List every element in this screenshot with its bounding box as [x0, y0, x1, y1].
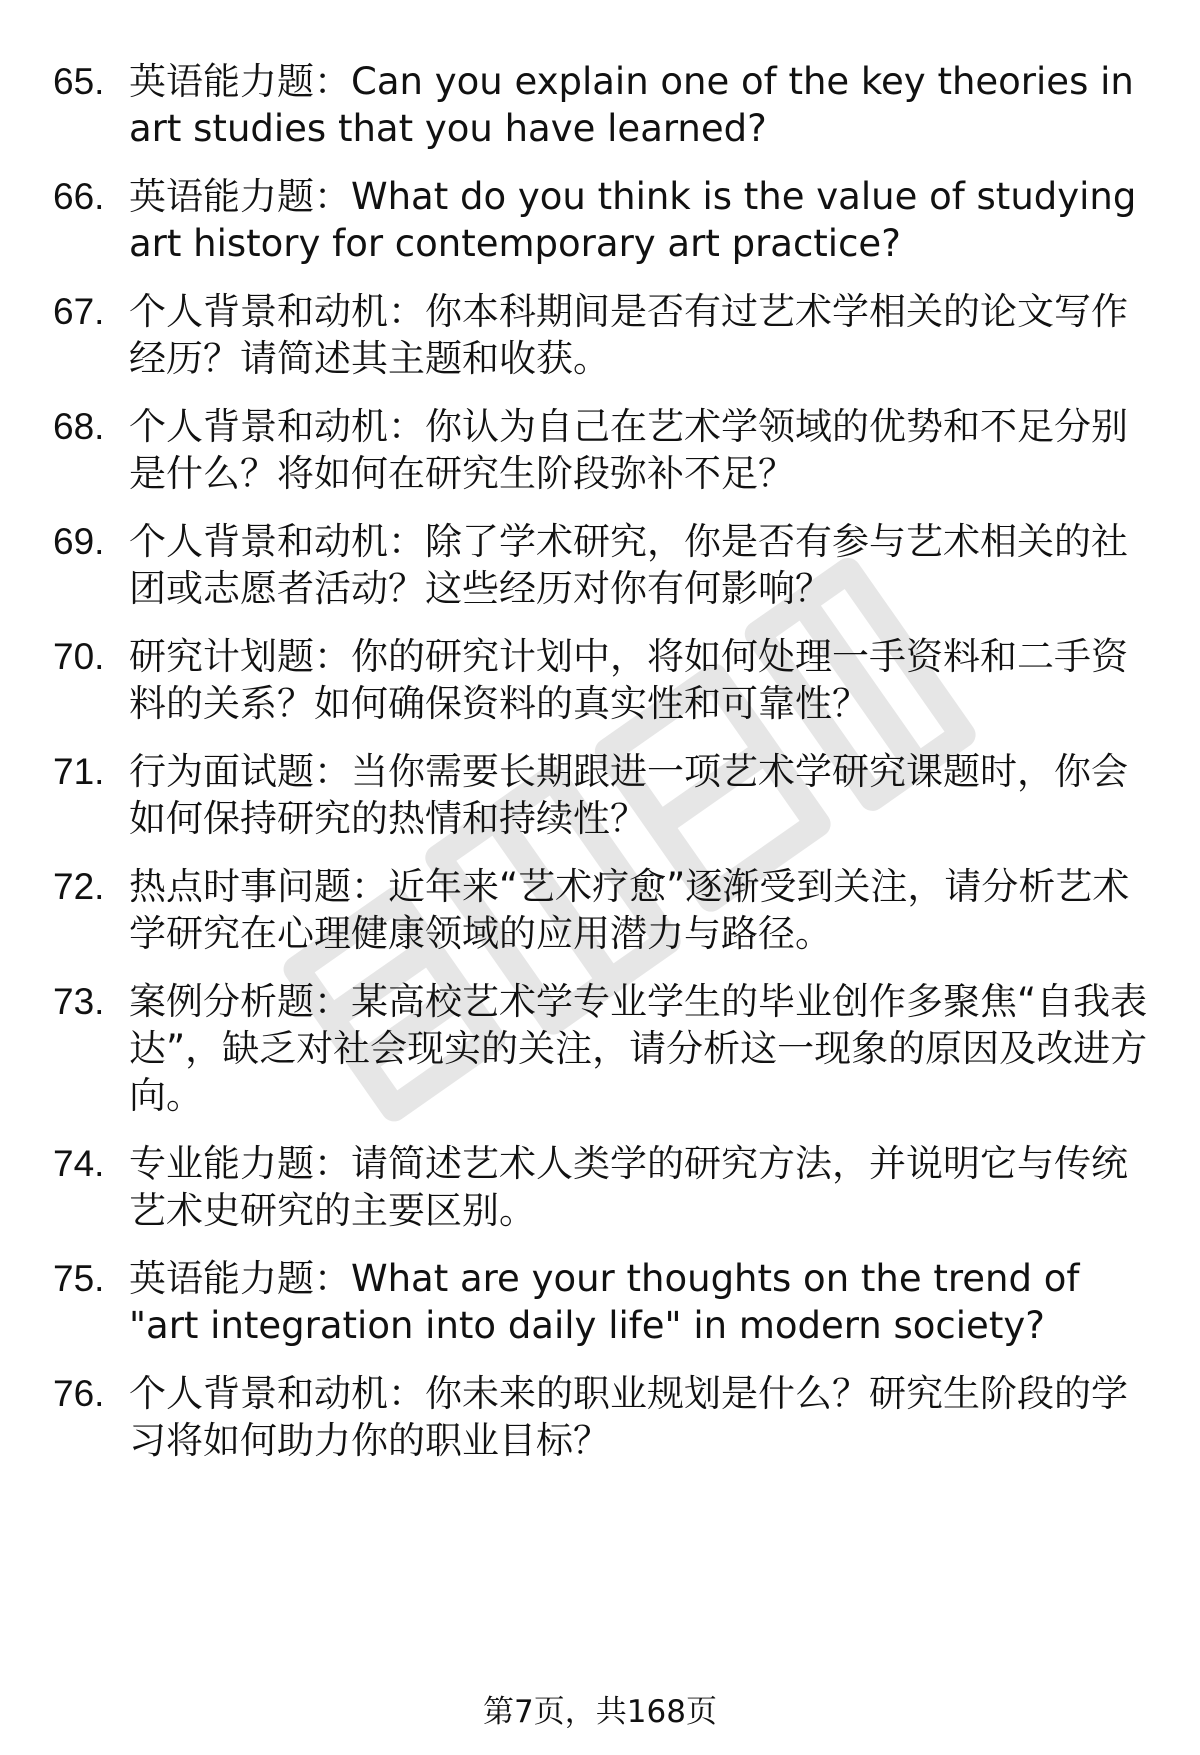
question-item [0, 978, 1200, 1119]
question-item [0, 1370, 1200, 1464]
question-number: 68. [53, 406, 105, 447]
question-text: 个人背景和动机：你本科期间是否有过艺术学相关的论文写作经历？请简述其主题和收获。 [129, 290, 1128, 380]
question-text: 专业能力题：请简述艺术人类学的研究方法，并说明它与传统艺术史研究的主要区别。 [129, 1142, 1128, 1232]
question-number: 72. [53, 866, 105, 907]
question-number: 70. [53, 636, 105, 677]
question-text: 案例分析题：某高校艺术学专业学生的毕业创作多聚焦“自我表达”，缺乏对社会现实的关注，请分析这一现象的原因及改进方向。 [129, 980, 1148, 1117]
question-list [0, 58, 1200, 1485]
question-number: 73. [53, 981, 105, 1022]
question-item [0, 748, 1200, 842]
page-number-footer: 第7页，共168页 [483, 1694, 717, 1730]
question-item [0, 633, 1200, 727]
question-number: 65. [53, 61, 105, 102]
question-number: 75. [53, 1258, 105, 1299]
question-number: 71. [53, 751, 105, 792]
question-number: 67. [53, 291, 105, 332]
question-text: 英语能力题：What do you think is the value of studying art history for contemporary art practice? [129, 175, 1137, 265]
question-item [0, 518, 1200, 612]
question-item [0, 173, 1200, 267]
question-text: 行为面试题：当你需要长期跟进一项艺术学研究课题时，你会如何保持研究的热情和持续性？ [129, 750, 1128, 840]
question-number: 69. [53, 521, 105, 562]
question-number: 76. [53, 1373, 105, 1414]
question-text: 英语能力题：Can you explain one of the key theories in art studies that you have learned? [129, 60, 1134, 150]
question-item [0, 1255, 1200, 1349]
question-item [0, 58, 1200, 152]
question-item [0, 403, 1200, 497]
question-item [0, 863, 1200, 957]
question-text: 个人背景和动机：你未来的职业规划是什么？研究生阶段的学习将如何助力你的职业目标？ [129, 1372, 1128, 1462]
question-item [0, 288, 1200, 382]
question-number: 66. [53, 176, 105, 217]
question-text: 英语能力题：What are your thoughts on the trend of "art integration into daily life" in modern society? [129, 1257, 1080, 1347]
question-text: 个人背景和动机：你认为自己在艺术学领域的优势和不足分别是什么？将如何在研究生阶段弥补不足？ [129, 405, 1128, 495]
question-item [0, 1140, 1200, 1234]
question-text: 个人背景和动机：除了学术研究，你是否有参与艺术相关的社团或志愿者活动？这些经历对你有何影响？ [129, 520, 1128, 610]
question-number: 74. [53, 1143, 105, 1184]
question-text: 研究计划题：你的研究计划中，将如何处理一手资料和二手资料的关系？如何确保资料的真实性和可靠性？ [129, 635, 1128, 725]
question-text: 热点时事问题：近年来“艺术疗愈”逐渐受到关注，请分析艺术学研究在心理健康领域的应用潜力与路径。 [129, 865, 1130, 955]
